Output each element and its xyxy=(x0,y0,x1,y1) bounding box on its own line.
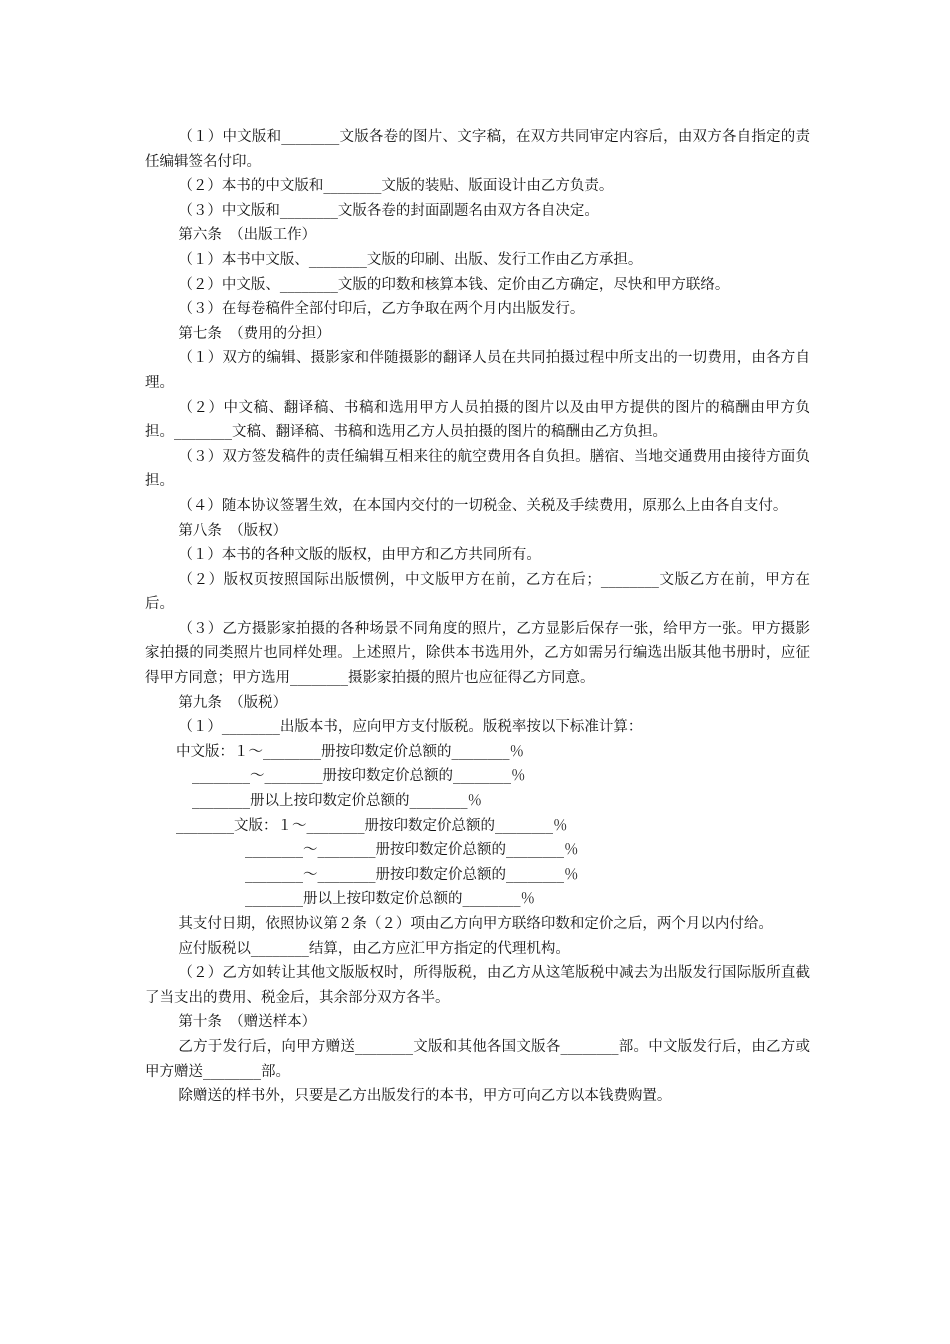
paragraph: 乙方于发行后，向甲方赠送________文版和其他各国文版各________部。中文版发行后，由乙方或甲方赠送________部。 xyxy=(145,1038,810,1080)
article-heading: 第九条 （版税） xyxy=(178,694,288,711)
paragraph: （２）中文稿、翻译稿、书稿和选用甲方人员拍摄的图片以及由甲方提供的图片的稿酬由甲方负担。________文稿、翻译稿、书稿和选用乙方人员拍摄的图片的稿酬由乙方负担。 xyxy=(145,399,810,441)
royalty-line: ________册以上按印数定价总额的________％ xyxy=(245,891,535,908)
paragraph: （２）乙方如转让其他文版版权时，所得版税，由乙方从这笔版税中减去为出版发行国际版所直截了当支出的费用、税金后，其余部分双方各半。 xyxy=(145,965,810,1006)
royalty-line: ________～________册按印数定价总额的________％ xyxy=(245,866,579,883)
paragraph: （３）在每卷稿件全部付印后，乙方争取在两个月内出版发行。 xyxy=(178,301,585,318)
paragraph: （３）中文版和________文版各卷的封面副题名由双方各自决定。 xyxy=(178,202,599,219)
paragraph: （１）本书中文版、________文版的印刷、出版、发行工作由乙方承担。 xyxy=(178,251,643,268)
paragraph: （１）中文版和________文版各卷的图片、文字稿，在双方共同审定内容后，由双方各自指定的责任编辑签名付印。 xyxy=(145,129,810,170)
paragraph: （１）双方的编辑、摄影家和伴随摄影的翻译人员在共同拍摄过程中所支出的一切费用，由各方自理。 xyxy=(145,350,810,391)
paragraph: 应付版税以________结算，由乙方应汇甲方指定的代理机构。 xyxy=(178,940,570,957)
paragraph: （１）本书的各种文版的版权，由甲方和乙方共同所有。 xyxy=(178,547,541,564)
paragraph: （３）乙方摄影家拍摄的各种场景不同角度的照片，乙方显影后保存一张，给甲方一张。甲方摄影家拍摄的同类照片也同样处理。上述照片，除供本书选用外，乙方如需另行编选出版其他书册时，应征得甲方同意；甲方选用________摄影家拍摄的照片也应征得乙方同意。 xyxy=(145,620,810,687)
article-heading: 第六条 （出版工作） xyxy=(178,227,317,244)
royalty-line: ________～________册按印数定价总额的________％ xyxy=(245,842,579,859)
paragraph: （２）中文版、________文版的印数和核算本钱、定价由乙方确定，尽快和甲方联络。 xyxy=(178,276,730,293)
royalty-line: 中文版：１～________册按印数定价总额的________％ xyxy=(176,743,524,760)
paragraph: （４）随本协议签署生效，在本国内交付的一切税金、关税及手续费用，原那么上由各自支付。 xyxy=(178,497,788,514)
paragraph: （３）双方签发稿件的责任编辑互相来往的航空费用各自负担。膳宿、当地交通费用由接待方面负担。 xyxy=(145,448,810,490)
contract-text xyxy=(145,125,810,1109)
royalty-line: ________～________册按印数定价总额的________％ xyxy=(192,768,526,785)
article-heading: 第七条 （费用的分担） xyxy=(178,325,331,342)
paragraph: 除赠送的样书外，只要是乙方出版发行的本书，甲方可向乙方以本钱费购置。 xyxy=(178,1088,672,1105)
paragraph: （２）版权页按照国际出版惯例，中文版甲方在前，乙方在后；________文版乙方在前，甲方在后。 xyxy=(145,571,810,613)
royalty-line: ________文版：１～________册按印数定价总额的________％ xyxy=(176,817,568,834)
article-heading: 第十条 （赠送样本） xyxy=(178,1014,317,1031)
paragraph: 其支付日期，依照协议第２条（２）项由乙方向甲方联络印数和定价之后，两个月以内付给。 xyxy=(178,916,773,932)
paragraph: （２）本书的中文版和________文版的装贴、版面设计由乙方负责。 xyxy=(178,178,614,195)
article-heading: 第八条 （版权） xyxy=(178,522,288,539)
paragraph: （１）________出版本书，应向甲方支付版税。版税率按以下标准计算： xyxy=(178,719,643,736)
royalty-line: ________册以上按印数定价总额的________％ xyxy=(192,793,482,810)
